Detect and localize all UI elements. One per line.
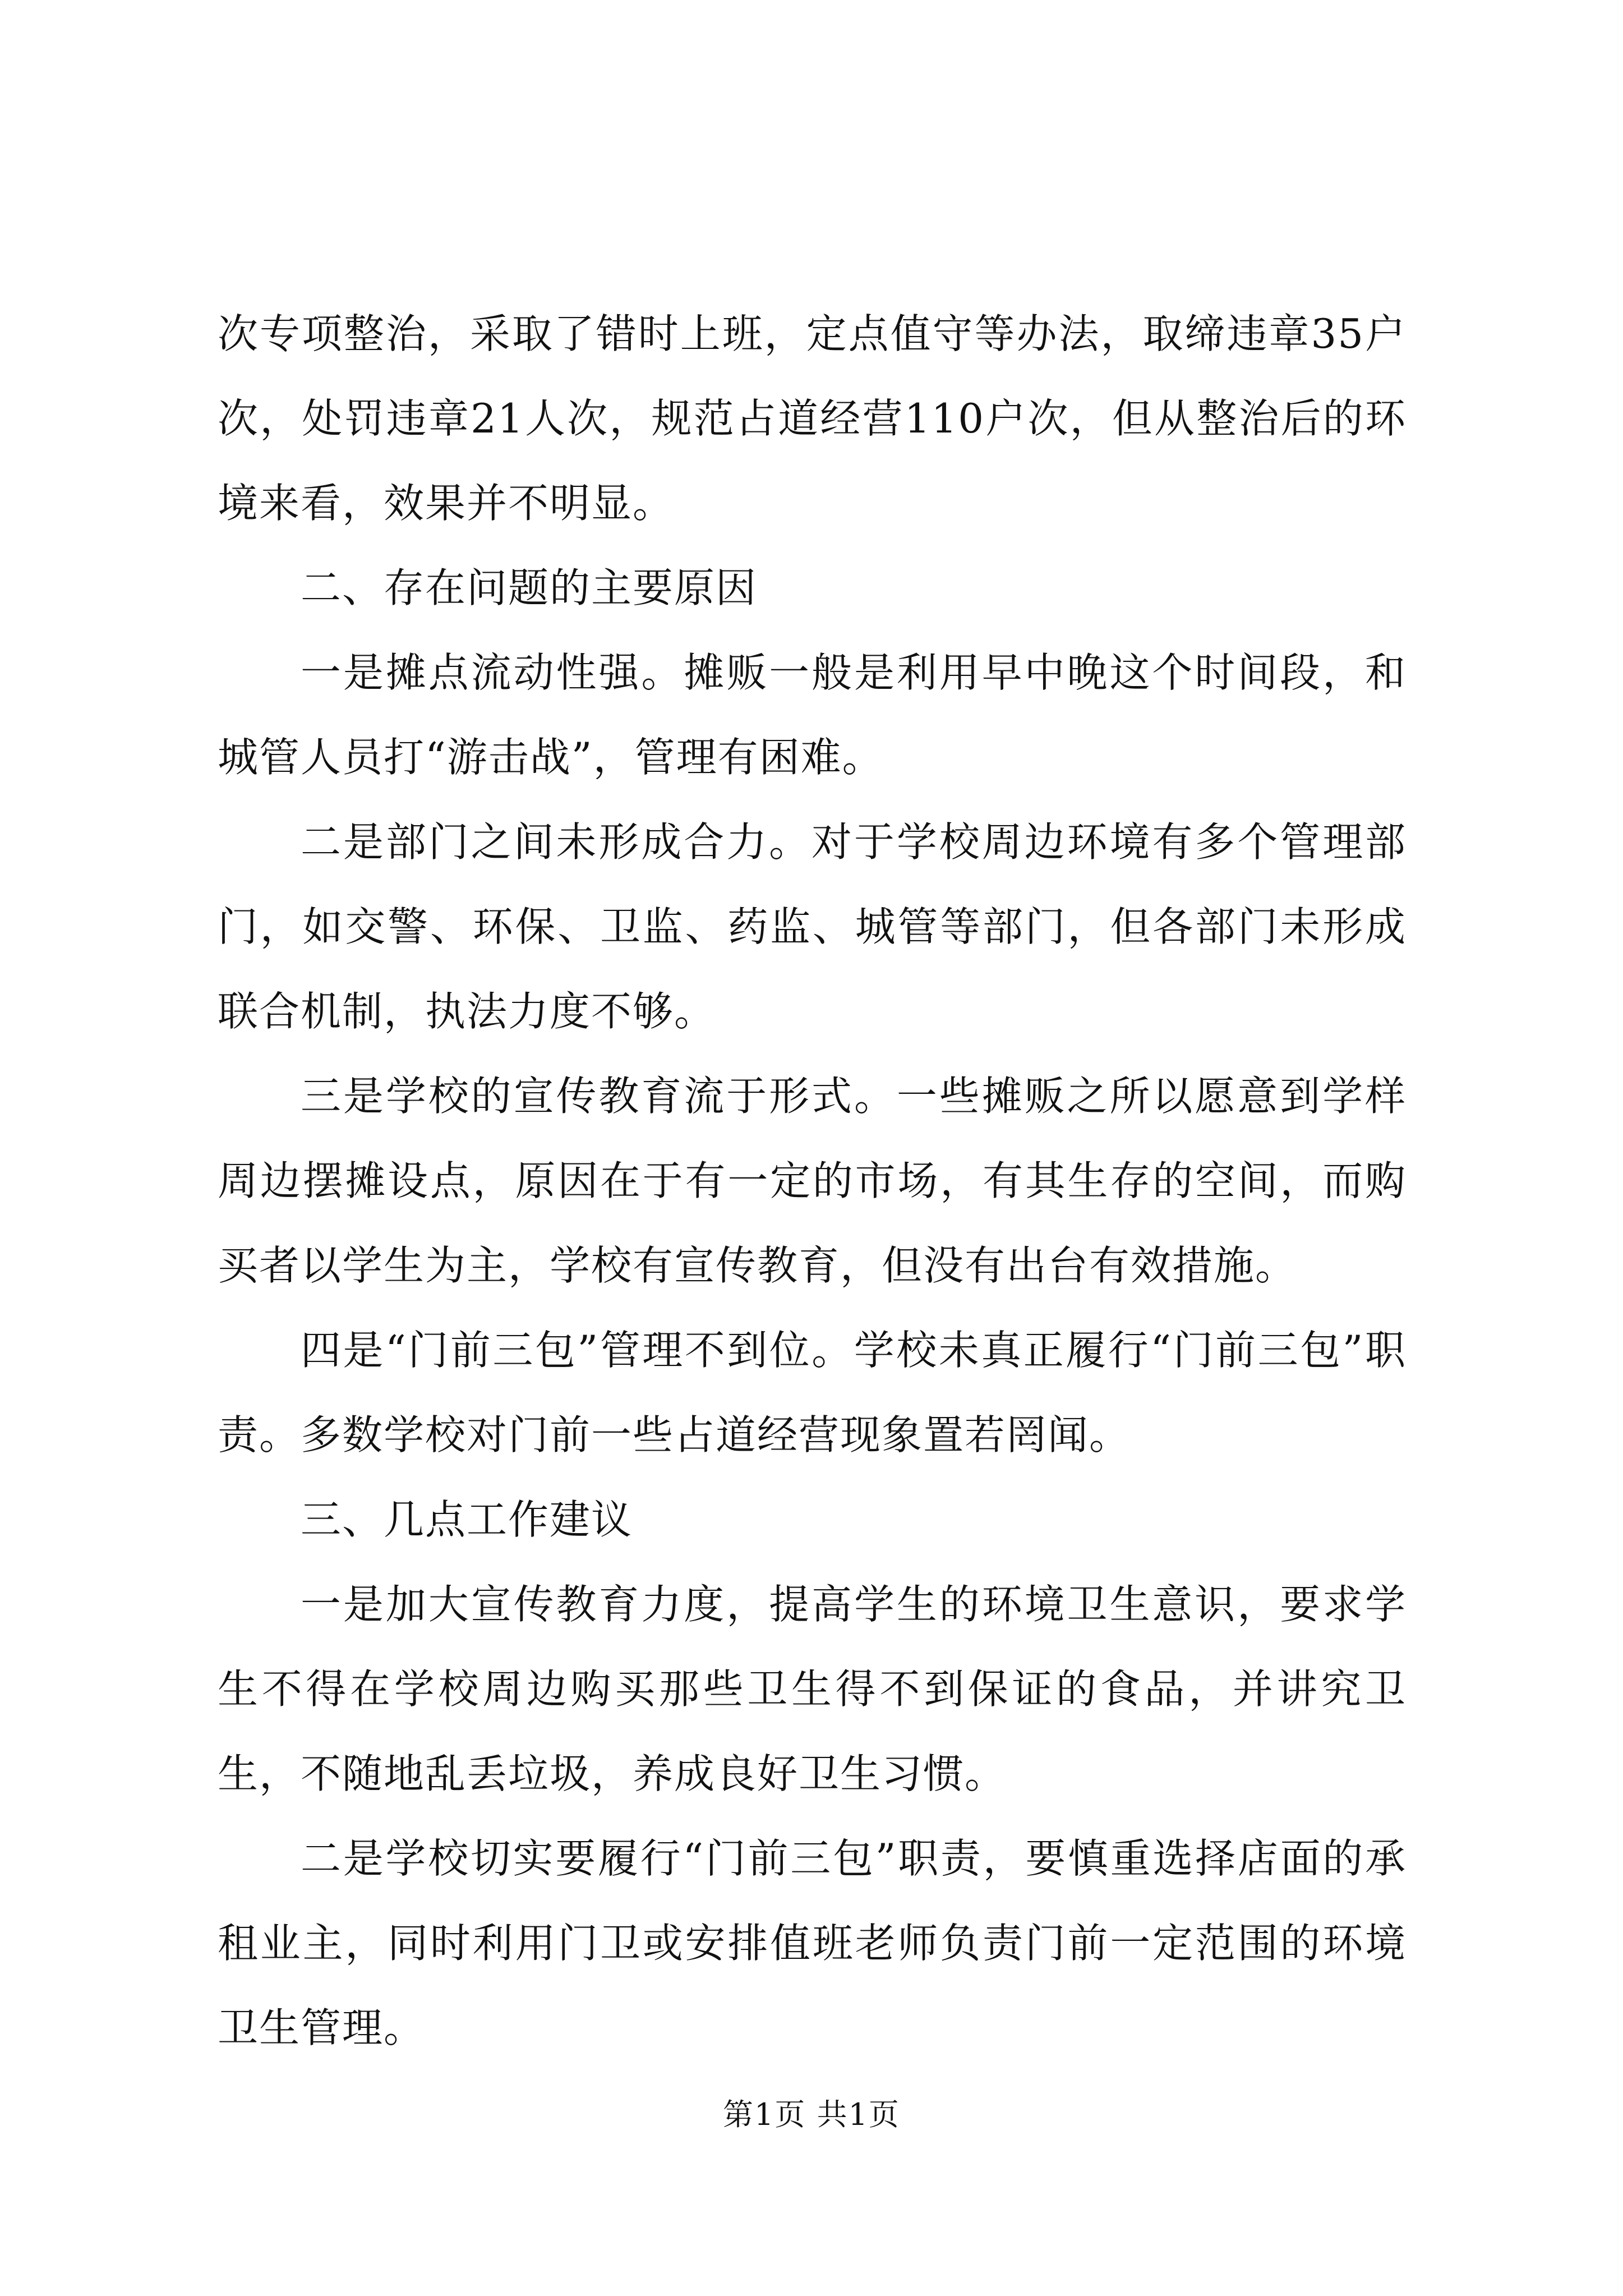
paragraph-continuation: 次专项整治，采取了错时上班，定点值守等办法，取缔违章35户次，处罚违章21人次，规范占道经营110户次，但从整治后的环境来看，效果并不明显。	[218, 310, 1407, 527]
paragraph-cause-2: 二是部门之间未形成合力。对于学校周边环境有多个管理部门，如交警、环保、卫监、药监、城管等部门，但各部门未形成联合机制，执法力度不够。	[218, 818, 1407, 1035]
paragraph-cause-3: 三是学校的宣传教育流于形式。一些摊贩之所以愿意到学样周边摆摊设点，原因在于有一定的市场，有其生存的空间，而购买者以学生为主，学校有宣传教育，但没有出台有效措施。	[218, 1073, 1407, 1289]
paragraph-cause-4: 四是“门前三包”管理不到位。学校未真正履行“门前三包”职责。多数学校对门前一些占道经营现象置若罔闻。	[218, 1327, 1407, 1458]
document-body	[218, 292, 1407, 2070]
paragraph-cause-1: 一是摊点流动性强。摊贩一般是利用早中晚这个时间段，和城管人员打“游击战”，管理有困难。	[218, 649, 1407, 781]
section-heading-suggestions: 三、几点工作建议	[301, 1496, 633, 1543]
paragraph-suggestion-2: 二是学校切实要履行“门前三包”职责，要慎重选择店面的承租业主，同时利用门卫或安排值班老师负责门前一定范围的环境卫生管理。	[218, 1835, 1407, 2051]
section-heading-causes: 二、存在问题的主要原因	[301, 564, 758, 611]
page-footer: 第1页 共1页	[723, 2097, 900, 2132]
paragraph-suggestion-1: 一是加大宣传教育力度，提高学生的环境卫生意识，要求学生不得在学校周边购买那些卫生得不到保证的食品，并讲究卫生，不随地乱丢垃圾，养成良好卫生习惯。	[218, 1581, 1407, 1797]
